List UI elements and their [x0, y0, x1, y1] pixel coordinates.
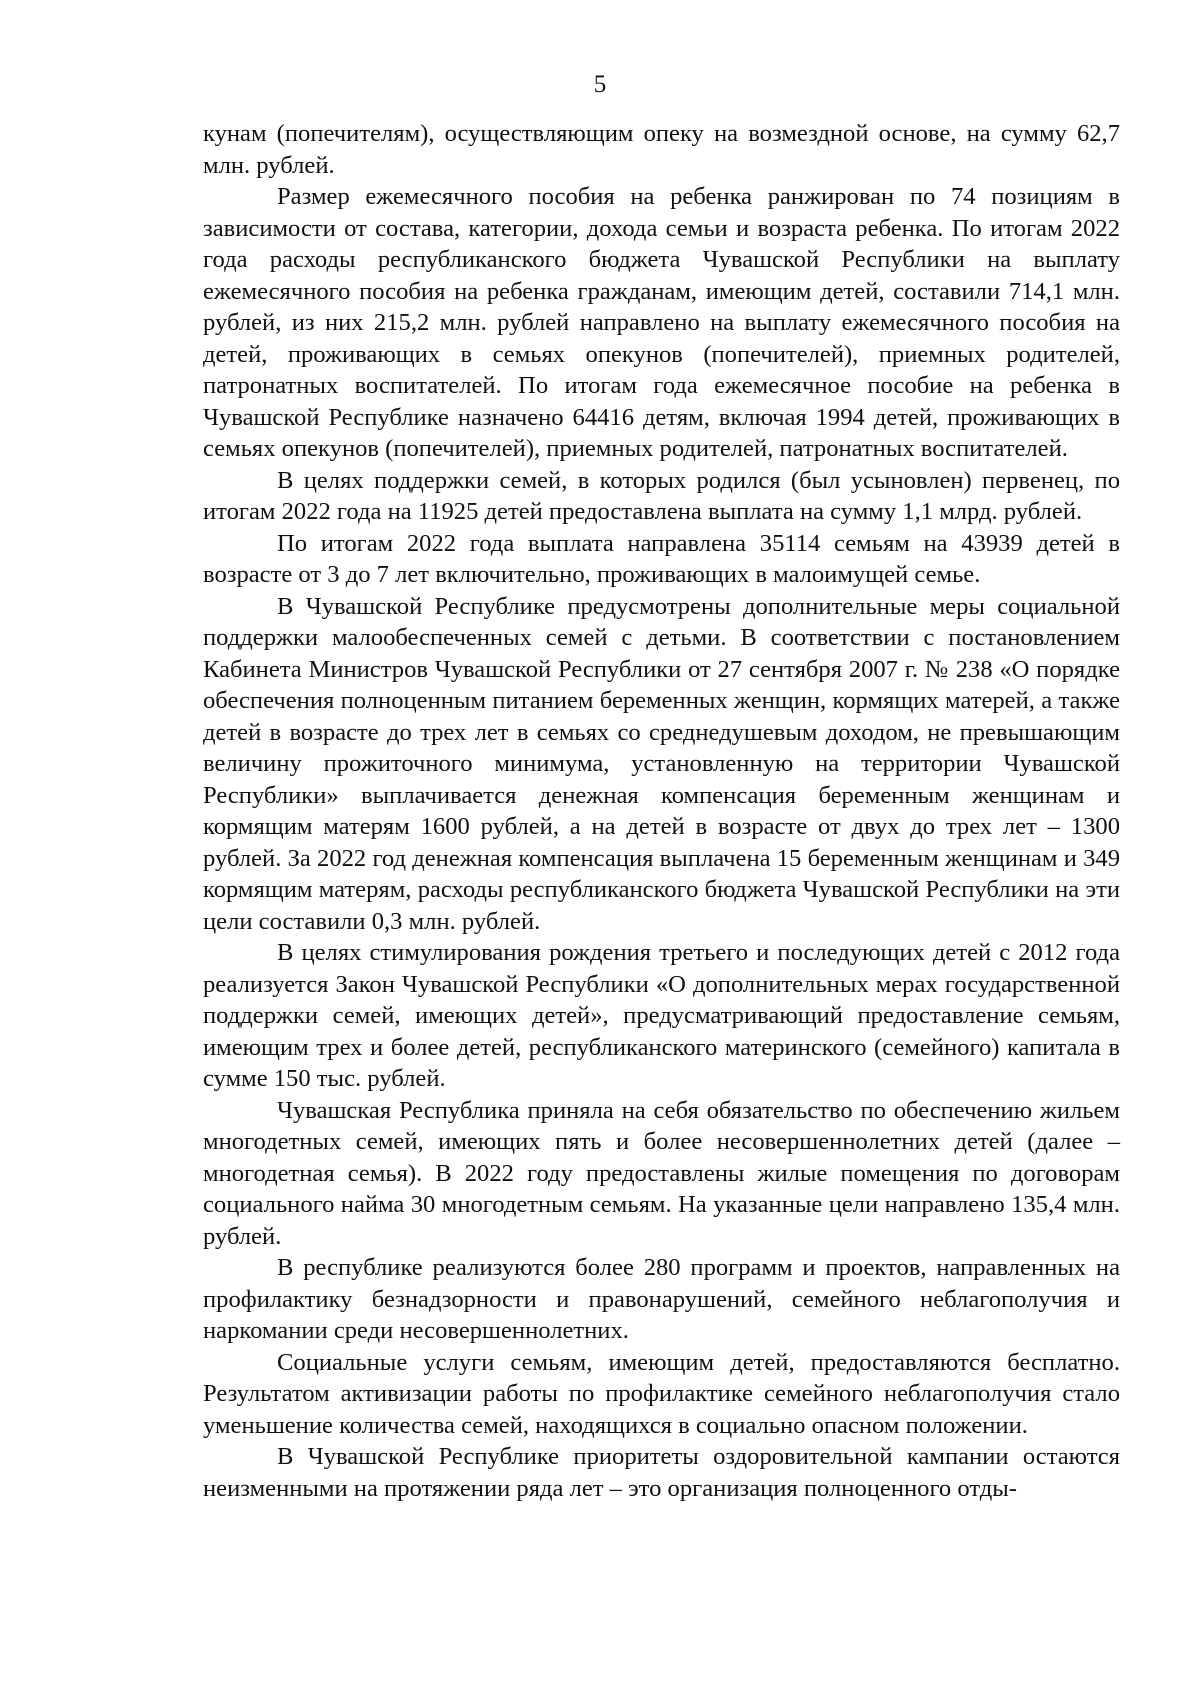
- paragraph-10: В Чувашской Республике приоритеты оздоровительной кампании остаются неизменными на протяжении ряда лет – это организация полноценного отды-: [203, 1443, 1120, 1502]
- paragraph-5: В Чувашской Республике предусмотрены дополнительные меры социальной поддержки малообеспеченных семей с детьми. В соответствии с постановлением Кабинета Министров Чувашской Республики от 27 сентября 2007 г. № 238 «О порядке обеспечения полноценным питанием беременных женщин, кормящих матерей, а также детей в возрасте до трех лет в семьях со среднедушевым доходом, не превышающим величину прожиточного минимума, установленную на территории Чувашской Республики» выплачивается денежная компенсация беременным женщинам и кормящим матерям 1600 рублей, а на детей в возрасте от двух до трех лет – 1300 рублей. За 2022 год денежная компенсация выплачена 15 беременным женщинам и 349 кормящим матерям, расходы республиканского бюджета Чувашской Республики на эти цели составили 0,3 млн. рублей.: [203, 592, 1120, 935]
- document-body: [203, 118, 1120, 1504]
- paragraph-2: Размер ежемесячного пособия на ребенка ранжирован по 74 позициям в зависимости от состава, категории, дохода семьи и возраста ребенка. По итогам 2022 года расходы республиканского бюджета Чувашской Республики на выплату ежемесячного пособия на ребенка гражданам, имеющим детей, составили 714,1 млн. рублей, из них 215,2 млн. рублей направлено на выплату ежемесячного пособия на детей, проживающих в семьях опекунов (попечителей), приемных родителей, патронатных воспитателей. По итогам года ежемесячное пособие на ребенка в Чувашской Республике назначено 64416 детям, включая 1994 детей, проживающих в семьях опекунов (попечителей), приемных родителей, патронатных воспитателей.: [203, 183, 1120, 462]
- paragraph-8: В республике реализуются более 280 программ и проектов, направленных на профилактику безнадзорности и правонарушений, семейного неблагополучия и наркомании среди несовершеннолетних.: [203, 1254, 1120, 1344]
- paragraph-9: Социальные услуги семьям, имеющим детей, предоставляются бесплатно. Результатом активизации работы по профилактике семейного неблагополучия стало уменьшение количества семей, находящихся в социально опасном положении.: [203, 1348, 1120, 1439]
- paragraph-4: По итогам 2022 года выплата направлена 35114 семьям на 43939 детей в возрасте от 3 до 7 лет включительно, проживающих в малоимущей семье.: [203, 529, 1120, 588]
- paragraph-1: кунам (попечителям), осуществляющим опеку на возмездной основе, на сумму 62,7 млн. рублей.: [203, 120, 1120, 179]
- paragraph-3: В целях поддержки семей, в которых родился (был усыновлен) первенец, по итогам 2022 года на 11925 детей предоставлена выплата на сумму 1,1 млрд. рублей.: [203, 466, 1120, 525]
- page-number: 5: [593, 71, 607, 98]
- paragraph-7: Чувашская Республика приняла на себя обязательство по обеспечению жильем многодетных семей, имеющих пять и более несовершеннолетних детей (далее – многодетная семья). В 2022 году предоставлены жилые помещения по договорам социального найма 30 многодетным семьям. На указанные цели направлено 135,4 млн. рублей.: [203, 1096, 1120, 1250]
- paragraph-6: В целях стимулирования рождения третьего и последующих детей с 2012 года реализуется Закон Чувашской Республики «О дополнительных мерах государственной поддержки семей, имеющих детей», предусматривающий предоставление семьям, имеющим трех и более детей, республиканского материнского (семейного) капитала в сумме 150 тыс. рублей.: [203, 939, 1120, 1092]
